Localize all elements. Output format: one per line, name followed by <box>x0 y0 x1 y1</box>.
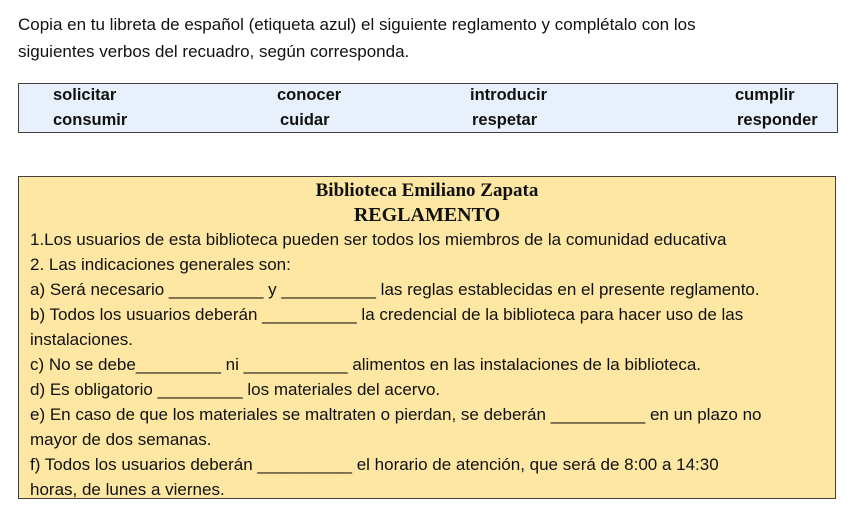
verb-cumplir: cumplir <box>735 86 795 104</box>
rules-list <box>30 227 830 502</box>
verb-introducir: introducir <box>470 86 547 104</box>
instructions-paragraph <box>18 11 818 65</box>
rule-line: e) En caso de que los materiales se maltraten o pierdan, se deberán __________ en un plazo no <box>30 405 762 424</box>
rule-line: b) Todos los usuarios deberán __________ la credencial de la biblioteca para hacer uso de las <box>30 305 744 324</box>
verb-responder: responder <box>737 111 818 129</box>
verb-box <box>18 83 838 133</box>
verb-respetar: respetar <box>472 111 538 129</box>
rule-line: f) Todos los usuarios deberán __________ el horario de atención, que será de 8:00 a 14:30 <box>30 455 719 474</box>
instructions-line-1: Copia en tu libreta de español (etiqueta azul) el siguiente reglamento y complétalo con los <box>18 15 696 34</box>
rule-line: mayor de dos semanas. <box>30 430 212 449</box>
verb-conocer: conocer <box>277 86 342 104</box>
rule-line: instalaciones. <box>30 330 134 349</box>
verb-cuidar: cuidar <box>280 111 330 129</box>
reglamento-box <box>18 176 836 499</box>
instructions-line-2: siguientes verbos del recuadro, según corresponda. <box>18 42 410 61</box>
rule-line: c) No se debe_________ ni ___________ alimentos en las instalaciones de la biblioteca. <box>30 355 702 374</box>
reglamento-title: REGLAMENTO <box>353 204 501 226</box>
rule-line: horas, de lunes a viernes. <box>30 480 225 499</box>
library-name: Biblioteca Emiliano Zapata <box>315 180 539 201</box>
rule-line: 2. Las indicaciones generales son: <box>30 255 291 274</box>
rule-line: 1.Los usuarios de esta biblioteca pueden ser todos los miembros de la comunidad educativa <box>30 230 727 249</box>
verb-solicitar: solicitar <box>53 86 117 104</box>
rule-line: d) Es obligatorio _________ los materiales del acervo. <box>30 380 441 399</box>
rule-line: a) Será necesario __________ y __________ las reglas establecidas en el presente reglamento. <box>30 280 760 299</box>
verb-consumir: consumir <box>53 111 128 129</box>
